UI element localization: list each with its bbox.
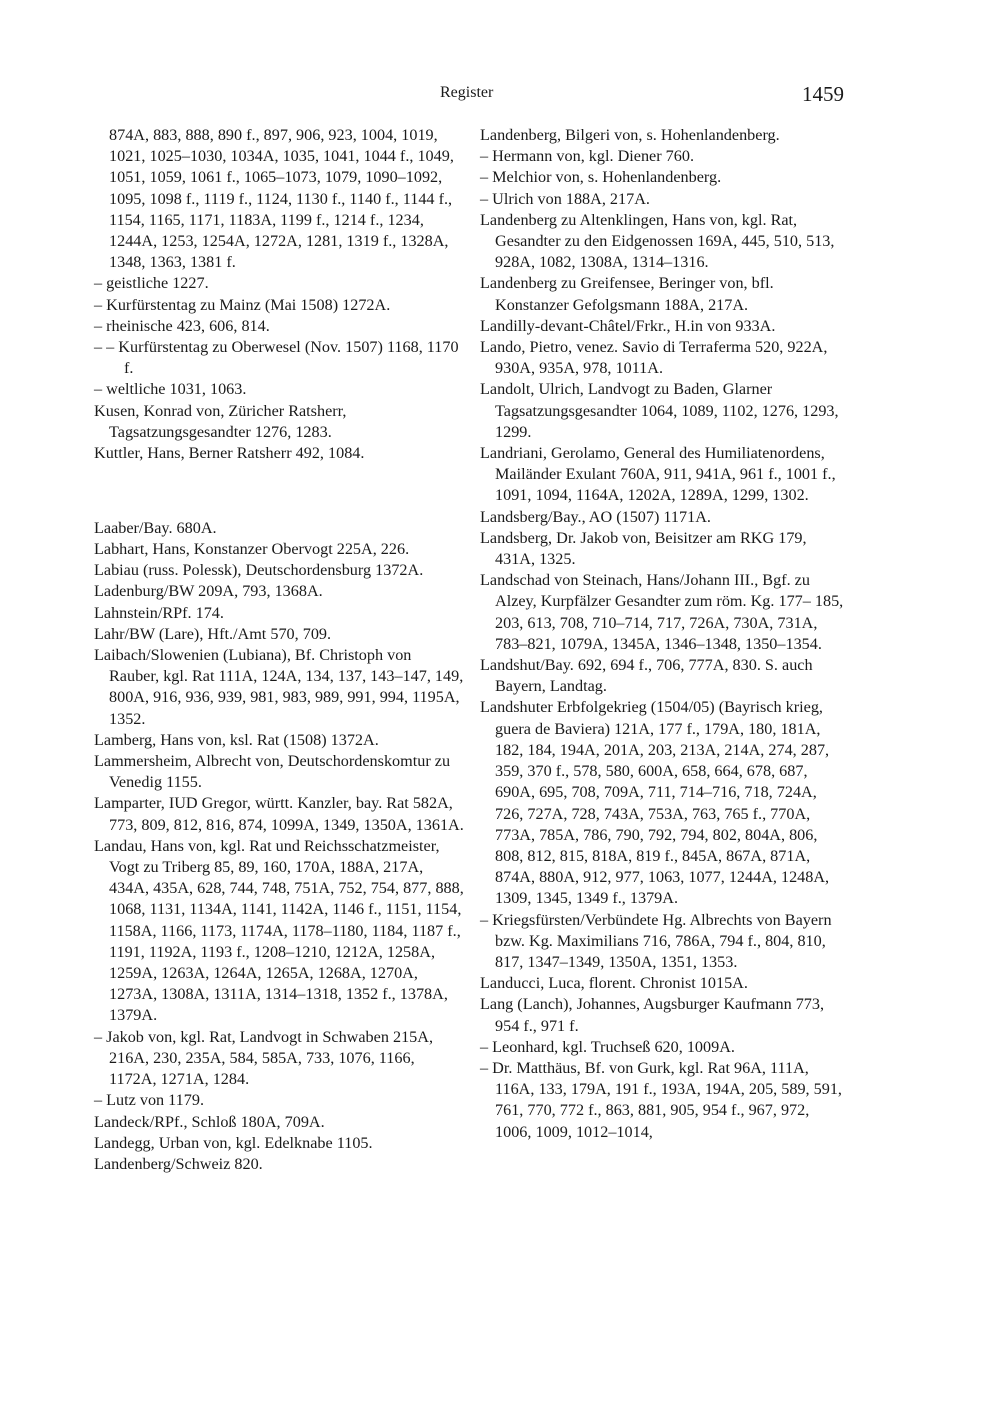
- index-entry: – weltliche 1031, 1063.: [94, 380, 247, 399]
- index-column-right: [480, 125, 845, 1143]
- index-entry: Landshuter Erbfolgekrieg (1504/05) (Bayrisch krieg, guera de Baviera) 121A, 177 f., 179A, 180, 181A, 182, 184, 194A, 201A, 203, 213A, 214A, 274, 287, 359, 370 f., 578, 580, 600A, 658, 664, 678, 687, 690A, 695, 708, 709A, 711, 714–716, 718, 724A, 726, 727A, 728, 743A, 753A, 763, 765 f., 770A, 773A, 785A, 786, 790, 792, 794, 802, 804A, 806, 808, 812, 815, 818A, 819 f., 845A, 867A, 871A, 874A, 880A, 912, 977, 1063, 1077, 1244A, 1248A, 1309, 1345, 1349 f., 1379A.: [480, 698, 830, 908]
- index-entry: Landolt, Ulrich, Landvogt zu Baden, Glarner Tagsatzungsgesandter 1064, 1089, 1102, 1276, 1293, 1299.: [480, 380, 839, 441]
- index-entry: Landenberg zu Altenklingen, Hans von, kgl. Rat, Gesandter zu den Eidgenossen 169A, 445, 510, 513, 928A, 1082, 1308A, 1314–1316.: [480, 210, 835, 272]
- index-entry: Landenberg/Schweiz 820.: [94, 1154, 263, 1173]
- index-entry: Kuttler, Hans, Berner Ratsherr 492, 1084.: [94, 444, 365, 463]
- page-number: 1459: [802, 82, 844, 106]
- index-entry: – Leonhard, kgl. Truchseß 620, 1009A.: [480, 1037, 735, 1056]
- index-entry: Landegg, Urban von, kgl. Edelknabe 1105.: [94, 1133, 373, 1152]
- index-entry: – Jakob von, kgl. Rat, Landvogt in Schwaben 215A, 216A, 230, 235A, 584, 585A, 733, 1076, 1166, 1172A, 1271A, 1284.: [94, 1027, 433, 1089]
- index-entry: Ladenburg/BW 209A, 793, 1368A.: [94, 582, 323, 601]
- index-entry: – Kriegsfürsten/Verbündete Hg. Albrechts von Bayern bzw. Kg. Maximilians 716, 786A, 794 f., 804, 810, 817, 1347–1349, 1350A, 1351, 1353.: [480, 910, 832, 971]
- index-entry: Landriani, Gerolamo, General des Humiliatenordens, Mailänder Exulant 760A, 911, 941A, 961 f., 1001 f., 1091, 1094, 1164A, 1202A, 1289A, 1299, 1302.: [480, 444, 836, 505]
- index-entry: Landucci, Luca, florent. Chronist 1015A.: [480, 974, 748, 993]
- index-entry: – Ulrich von 188A, 217A.: [480, 189, 650, 208]
- index-entry: Landenberg zu Greifensee, Beringer von, bfl. Konstanzer Gefolgsmann 188A, 217A.: [480, 274, 774, 314]
- index-entry: Landau, Hans von, kgl. Rat und Reichsschatzmeister, Vogt zu Triberg 85, 89, 160, 170A, 188A, 217A, 434A, 435A, 628, 744, 748, 751A, 752, 754, 877, 888, 1068, 1131, 1134A, 1141, 1142A, 1146 f., 1151, 1154, 1158A, 1166, 1173, 1174A, 1178–1180, 1184, 1187 f., 1191, 1192A, 1193 f., 1208–1210, 1212A, 1258A, 1259A, 1263A, 1264A, 1265A, 1268A, 1270A, 1273A, 1308A, 1311A, 1314–1318, 1352 f., 1378A, 1379A.: [94, 836, 464, 1025]
- index-entry: Landsberg/Bay., AO (1507) 1171A.: [480, 507, 711, 526]
- index-entry: Lahnstein/RPf. 174.: [94, 603, 224, 622]
- section-gap: [94, 480, 464, 501]
- index-entry: Lahr/BW (Lare), Hft./Amt 570, 709.: [94, 624, 332, 643]
- index-entry: Lamparter, IUD Gregor, württ. Kanzler, bay. Rat 582A, 773, 809, 812, 816, 874, 1099A, 1349, 1350A, 1361A.: [94, 794, 464, 834]
- index-entry: Lamberg, Hans von, ksl. Rat (1508) 1372A.: [94, 730, 379, 749]
- index-entry: Landschad von Steinach, Hans/Johann III., Bgf. zu Alzey, Kurpfälzer Gesandter zum röm. Kg. 177– 185, 203, 613, 708, 710–714, 717, 726A, 730A, 731A, 783–821, 1079A, 1345A, 1346–1348, 1350–1354.: [480, 571, 844, 653]
- index-entry: Lammersheim, Albrecht von, Deutschordenskomtur zu Venedig 1155.: [94, 752, 451, 792]
- index-column-left: [94, 125, 464, 1175]
- index-entry: Lang (Lanch), Johannes, Augsburger Kaufmann 773, 954 f., 971 f.: [480, 995, 825, 1035]
- index-entry: – geistliche 1227.: [94, 274, 209, 293]
- index-entry: Laibach/Slowenien (Lubiana), Bf. Christoph von Rauber, kgl. Rat 111A, 124A, 134, 137, 143–147, 149, 800A, 916, 936, 939, 981, 983, 989, 991, 994, 1195A, 1352.: [94, 646, 464, 728]
- index-entry: – rheinische 423, 606, 814.: [94, 316, 270, 335]
- index-entry: Laaber/Bay. 680A.: [94, 518, 217, 537]
- running-head: [0, 82, 1004, 112]
- index-entry: Landshut/Bay. 692, 694 f., 706, 777A, 830. S. auch Bayern, Landtag.: [480, 656, 813, 696]
- index-entry: Lando, Pietro, venez. Savio di Terraferma 520, 922A, 930A, 935A, 978, 1011A.: [480, 338, 828, 378]
- index-entry: Landenberg, Bilgeri von, s. Hohenlandenberg.: [480, 126, 780, 144]
- index-entry: – Lutz von 1179.: [94, 1091, 205, 1110]
- index-entry: Labhart, Hans, Konstanzer Obervogt 225A, 226.: [94, 540, 410, 559]
- index-entry: – Hermann von, kgl. Diener 760.: [480, 147, 694, 166]
- index-entry: – Dr. Matthäus, Bf. von Gurk, kgl. Rat 96A, 111A, 116A, 133, 179A, 191 f., 193A, 194A, 205, 589, 591, 761, 770, 772 f., 863, 881, 905, 954 f., 967, 972, 1006, 1009, 1012–1014,: [480, 1058, 842, 1141]
- index-entry: Landilly-devant-Châtel/Frkr., H.in von 933A.: [480, 316, 776, 335]
- index-entry: – – Kurfürstentag zu Oberwesel (Nov. 1507) 1168, 1170 f.: [94, 338, 459, 378]
- index-entry: – Kurfürstentag zu Mainz (Mai 1508) 1272A.: [94, 295, 391, 314]
- index-entry: Landsberg, Dr. Jakob von, Beisitzer am RKG 179, 431A, 1325.: [480, 528, 807, 569]
- index-entry: Landeck/RPf., Schloß 180A, 709A.: [94, 1112, 325, 1131]
- index-entry: – Melchior von, s. Hohenlandenberg.: [480, 168, 722, 187]
- running-title: Register: [440, 84, 494, 101]
- index-entry: Kusen, Konrad von, Züricher Ratsherr, Tagsatzungsgesandter 1276, 1283.: [94, 401, 347, 441]
- index-entry: 874A, 883, 888, 890 f., 897, 906, 923, 1004, 1019, 1021, 1025–1030, 1034A, 1035, 1041, 1044 f., 1049, 1051, 1059, 1061 f., 1065–1073, 1079, 1090–1092, 1095, 1098 f., 1119 f., 1124, 1130 f., 1140 f., 1144 f., 1154, 1165, 1171, 1183A, 1199 f., 1214 f., 1234, 1244A, 1253, 1254A, 1272A, 1281, 1319 f., 1328A, 1348, 1363, 1381 f.: [109, 126, 454, 272]
- index-entry: Labiau (russ. Polessk), Deutschordensburg 1372A.: [94, 561, 424, 580]
